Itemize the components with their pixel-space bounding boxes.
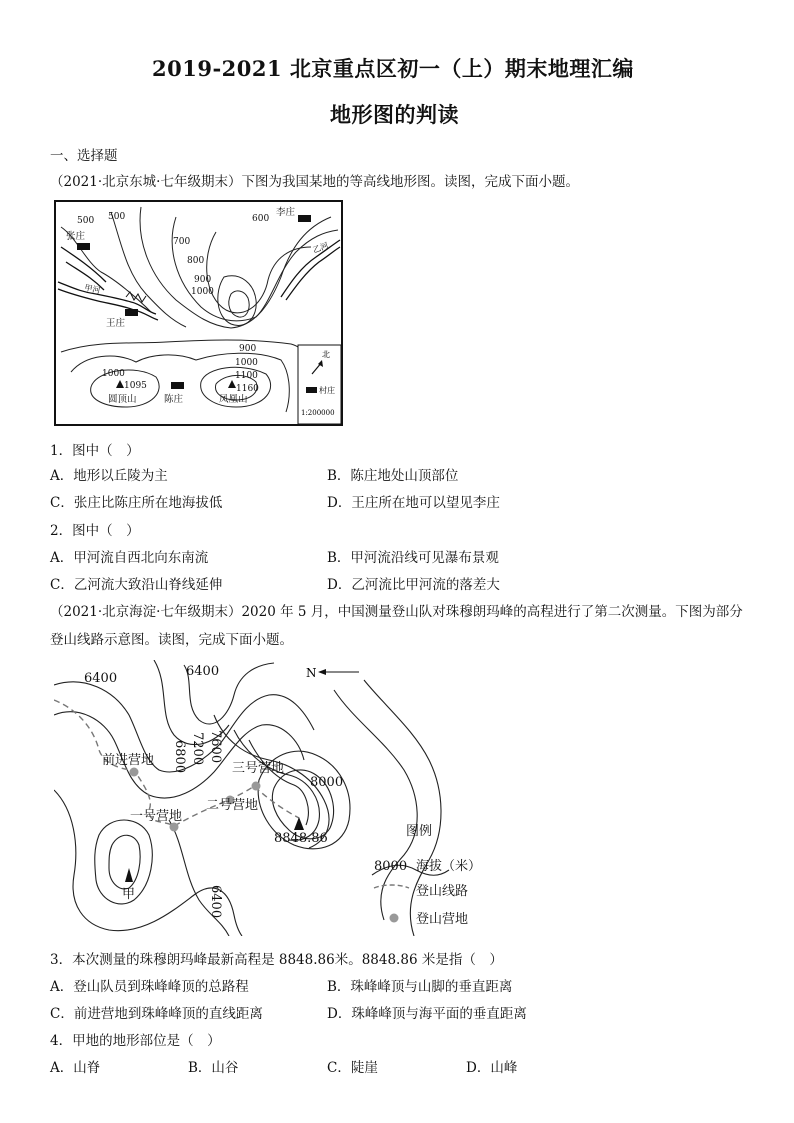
map1-label-500b: 500 [108, 212, 126, 222]
map1-village-zhang [77, 243, 90, 250]
map2-contour-jia-inner [109, 835, 140, 889]
map1-river-yi [281, 240, 340, 297]
map1-label-1000-top: 1000 [191, 287, 214, 297]
map2-camp-advance [130, 768, 139, 777]
intro-1: （2021·北京东城·七年级期末）下图为我国某地的等高线地形图。读图，完成下面小题。 [50, 174, 579, 190]
q3-option-b: B．珠峰峰顶与山脚的垂直距离 [327, 979, 513, 995]
map1-peak-fenghuang [228, 380, 236, 388]
q4-option-a: A．山脊 [50, 1060, 101, 1076]
map1-legend-north: 北 [322, 350, 330, 359]
map1-label-900-top: 900 [194, 275, 212, 285]
map2-legend-camp: 登山营地 [416, 912, 469, 927]
q2-option-d: D．乙河流比甲河流的落差大 [327, 577, 500, 593]
doc-subtitle: 地形图的判读 [330, 102, 459, 127]
map1-label-700: 700 [173, 237, 191, 247]
map2-label-8000: 8000 [310, 775, 344, 790]
q4-option-d: D．山峰 [466, 1060, 518, 1076]
map1-label-1160: 1160 [236, 384, 259, 394]
map1-river-yi-label: 乙河 [311, 240, 330, 255]
intro-2-line1: （2021·北京海淀·七年级期末）2020 年 5 月，中国测量登山队对珠穆朗玛峰的高程进行了第二次测量。下图为部分 [50, 604, 743, 620]
map1-label-1000-low: 1000 [235, 358, 258, 368]
map1-label-500a: 500 [77, 216, 95, 226]
map2-legend-contour-value: 8000 [374, 859, 408, 874]
map2-label-summit: 8848.86 [274, 831, 328, 846]
map2-label-camp-2: 二号营地 [206, 798, 259, 813]
map1-contour-600 [140, 207, 331, 328]
q2-stem: 2．图中（ ） [50, 523, 140, 539]
map2-label-jia: 甲 [122, 887, 136, 902]
map2-label-6400b: 6400 [186, 664, 220, 679]
contour-map-2 [54, 660, 494, 936]
map1-place-chen: 陈庄 [164, 394, 184, 405]
q3-stem: 3．本次测量的珠穆朗玛峰最新高程是 8848.86米。8848.86 米是指（ ） [50, 952, 503, 968]
map1-place-wang: 王庄 [106, 318, 126, 329]
map2-label-7200: 7200 [190, 732, 205, 766]
map1-legend-village-icon [306, 387, 317, 393]
map2-legend-contour-label: 海拔（米） [416, 859, 482, 874]
map2-legend-camp-icon [390, 914, 399, 923]
q1-option-a: A．地形以丘陵为主 [50, 468, 168, 484]
map2-camp-3 [252, 782, 261, 791]
q4-option-c: C．陡崖 [327, 1060, 378, 1076]
map1-place-li: 李庄 [276, 207, 296, 218]
map1-village-wang [125, 309, 138, 316]
section-heading: 一、选择题 [50, 148, 118, 164]
north-arrowhead-icon-2 [318, 669, 326, 675]
q1-option-d: D．王庄所在地可以望见李庄 [327, 495, 500, 511]
map1-legend-scale: 1:200000 [301, 409, 335, 417]
map1-cliff [126, 292, 146, 302]
q1-option-c: C．张庄比陈庄所在地海拔低 [50, 495, 223, 511]
map2-legend-title: 图例 [406, 824, 433, 839]
map1-label-1000-left: 1000 [102, 369, 125, 379]
map2-svg [54, 660, 494, 936]
contour-map-1 [54, 200, 343, 426]
map2-contour-lower-2 [169, 820, 229, 936]
map2-label-camp-1: 一号营地 [130, 809, 183, 824]
map1-contour-lower-1 [61, 340, 308, 424]
q4-stem: 4．甲地的地形部位是（ ） [50, 1033, 221, 1049]
map2-north-label: N [306, 666, 317, 680]
q2-option-b: B．甲河流沿线可见瀑布景观 [327, 550, 499, 566]
q3-option-d: D．珠峰峰顶与海平面的垂直距离 [327, 1006, 527, 1022]
map1-place-yuanding: 圆顶山 [108, 394, 137, 405]
map1-river-jia-label: 甲河 [83, 283, 102, 296]
map2-label-6400c: 6400 [208, 885, 223, 919]
map2-label-7600: 7600 [208, 730, 223, 764]
map1-legend-village: 村庄 [319, 386, 335, 395]
q3-option-a: A．登山队员到珠峰峰顶的总路程 [50, 979, 249, 995]
map2-label-advance-camp: 前进营地 [102, 753, 155, 768]
map1-label-600: 600 [252, 214, 270, 224]
map2-summit-triangle [294, 817, 304, 830]
map2-legend-route: 登山线路 [416, 884, 469, 899]
map2-label-6400a: 6400 [84, 671, 118, 686]
map2-label-camp-3: 三号营地 [232, 761, 285, 776]
map1-label-900-low: 900 [239, 344, 257, 354]
q4-option-b: B．山谷 [188, 1060, 239, 1076]
map1-river-jia [58, 282, 156, 314]
map1-label-1100: 1100 [235, 371, 258, 381]
map1-label-1095: 1095 [124, 381, 147, 391]
map2-legend-route-line [374, 885, 409, 888]
intro-2-line2: 登山线路示意图。读图，完成下面小题。 [50, 632, 293, 648]
q3-option-c: C．前进营地到珠峰峰顶的直线距离 [50, 1006, 263, 1022]
map1-place-fenghuang: 凤凰山 [219, 394, 248, 405]
map1-svg [56, 202, 341, 424]
map2-jia-triangle [125, 868, 133, 882]
map1-village-chen [171, 382, 184, 389]
map1-peak-yuanding [116, 380, 124, 388]
map2-label-6800: 6800 [172, 740, 187, 774]
doc-title: 2019-2021 北京重点区初一（上）期末地理汇编 [152, 56, 634, 81]
map1-legend [298, 345, 341, 424]
q2-option-c: C．乙河流大致沿山脊线延伸 [50, 577, 223, 593]
q1-stem: 1．图中（ ） [50, 443, 140, 459]
map1-place-zhang: 张庄 [66, 231, 86, 242]
q2-option-a: A．甲河流自西北向东南流 [50, 550, 209, 566]
q1-option-b: B．陈庄地处山顶部位 [327, 468, 459, 484]
map1-village-li [298, 215, 311, 222]
map1-label-800: 800 [187, 256, 205, 266]
map1-contour-900-top [218, 276, 256, 326]
map1-contour-800 [207, 232, 311, 313]
